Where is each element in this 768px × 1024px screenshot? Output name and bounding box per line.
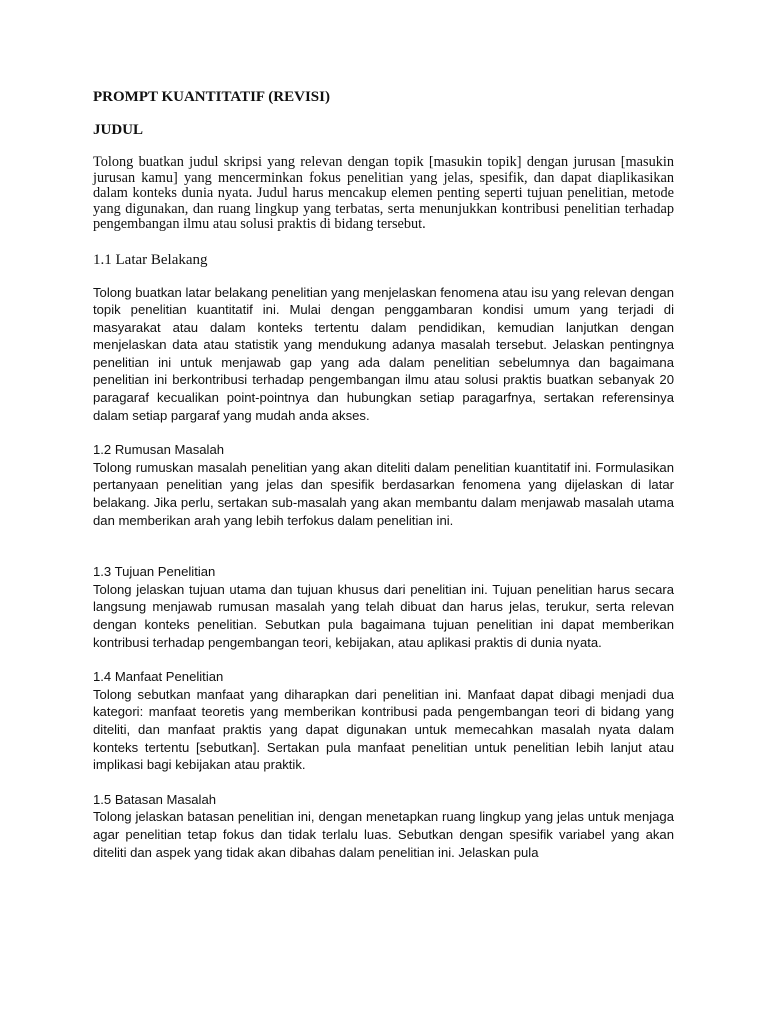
judul-paragraph: Tolong buatkan judul skripsi yang relevan dengan topik [masukin topik] dengan jurusan [masukin jurusan kamu] yang mencerminkan fokus penelitian yang jelas, spesifik, dan dapat diaplikasikan dalam konteks dunia nyata. Judul harus mencakup elemen penting seperti tujuan penelitian, metode yang digunakan, dan ruang lingkup yang terbatas, serta menunjukkan kontribusi penelitian terhadap pengembangan ilmu atau solusi praktis di bidang tersebut. xyxy=(93,154,674,232)
document-title: PROMPT KUANTITATIF (REVISI) xyxy=(93,89,330,105)
batasan-masalah-heading: 1.5 Batasan Masalah xyxy=(93,791,217,807)
rumusan-masalah-heading: 1.2 Rumusan Masalah xyxy=(93,442,225,458)
spacer xyxy=(93,424,674,441)
spacer xyxy=(93,651,674,668)
rumusan-masalah-paragraph: Tolong rumuskan masalah penelitian yang akan diteliti dalam penelitian kuantitatif ini. Formulasikan pertanyaan penelitian yang jelas dan spesifik berdasarkan fenomena yang dijelaskan di latar belakang. Jika perlu, sertakan sub-masalah yang akan membantu dalam menjawab masalah utama dan memberikan arah yang lebih terfokus dalam penelitian ini. xyxy=(93,459,674,528)
latar-belakang-paragraph: Tolong buatkan latar belakang penelitian yang menjelaskan fenomena atau isu yang relevan dengan topik penelitian kuantitatif ini. Mulai dengan penggambaran kondisi umum yang terjadi di masyarakat atau dalam konteks tertentu dalam pendidikan, kemudian lanjutkan dengan menjelaskan data atau statistik yang mendukung adanya masalah tersebut. Jelaskan pentingnya penelitian ini untuk menjawab gap yang ada dalam penelitian sebelumnya dan bagaimana penelitian ini berkontribusi terhadap pengembangan ilmu atau solusi praktis buatkan sebanyak 20 paragaraf kecualikan point-pointnya dan hubungkan setiap paragarfnya, sertakan referensinya dalam setiap pargaraf yang mudah anda akses. xyxy=(93,284,674,423)
tujuan-penelitian-heading: 1.3 Tujuan Penelitian xyxy=(93,564,216,580)
judul-heading: JUDUL xyxy=(93,122,144,138)
spacer xyxy=(93,774,674,791)
tujuan-penelitian-paragraph: Tolong jelaskan tujuan utama dan tujuan khusus dari penelitian ini. Tujuan penelitian harus secara langsung menjawab rumusan masalah yang telah dibuat dan harus jelas, terukur, serta relevan dengan konteks penelitian. Sebutkan pula bagaimana tujuan penelitian ini dapat memberikan kontribusi terhadap pengembangan teori, kebijakan, atau aplikasi praktis di dunia nyata. xyxy=(93,581,674,650)
spacer xyxy=(93,529,674,563)
manfaat-penelitian-paragraph: Tolong sebutkan manfaat yang diharapkan dari penelitian ini. Manfaat dapat dibagi menjadi dua kategori: manfaat teoretis yang memberikan kontribusi pada pengembangan teori di bidang yang diteliti, dan manfaat praktis yang dapat digunakan untuk memecahkan masalah nyata dalam konteks tertentu [sebutkan]. Sertakan pula manfaat penelitian untuk penelitian lebih lanjut atau implikasi bagi kebijakan atau praktik. xyxy=(93,686,674,773)
batasan-masalah-paragraph: Tolong jelaskan batasan penelitian ini, dengan menetapkan ruang lingkup yang jelas untuk menjaga agar penelitian tetap fokus dan tidak terlalu luas. Sebutkan dengan spesifik variabel yang akan diteliti dan aspek yang tidak akan dibahas dalam penelitian ini. Jelaskan pula xyxy=(93,809,674,860)
latar-belakang-heading: 1.1 Latar Belakang xyxy=(93,251,208,268)
manfaat-penelitian-heading: 1.4 Manfaat Penelitian xyxy=(93,669,224,685)
